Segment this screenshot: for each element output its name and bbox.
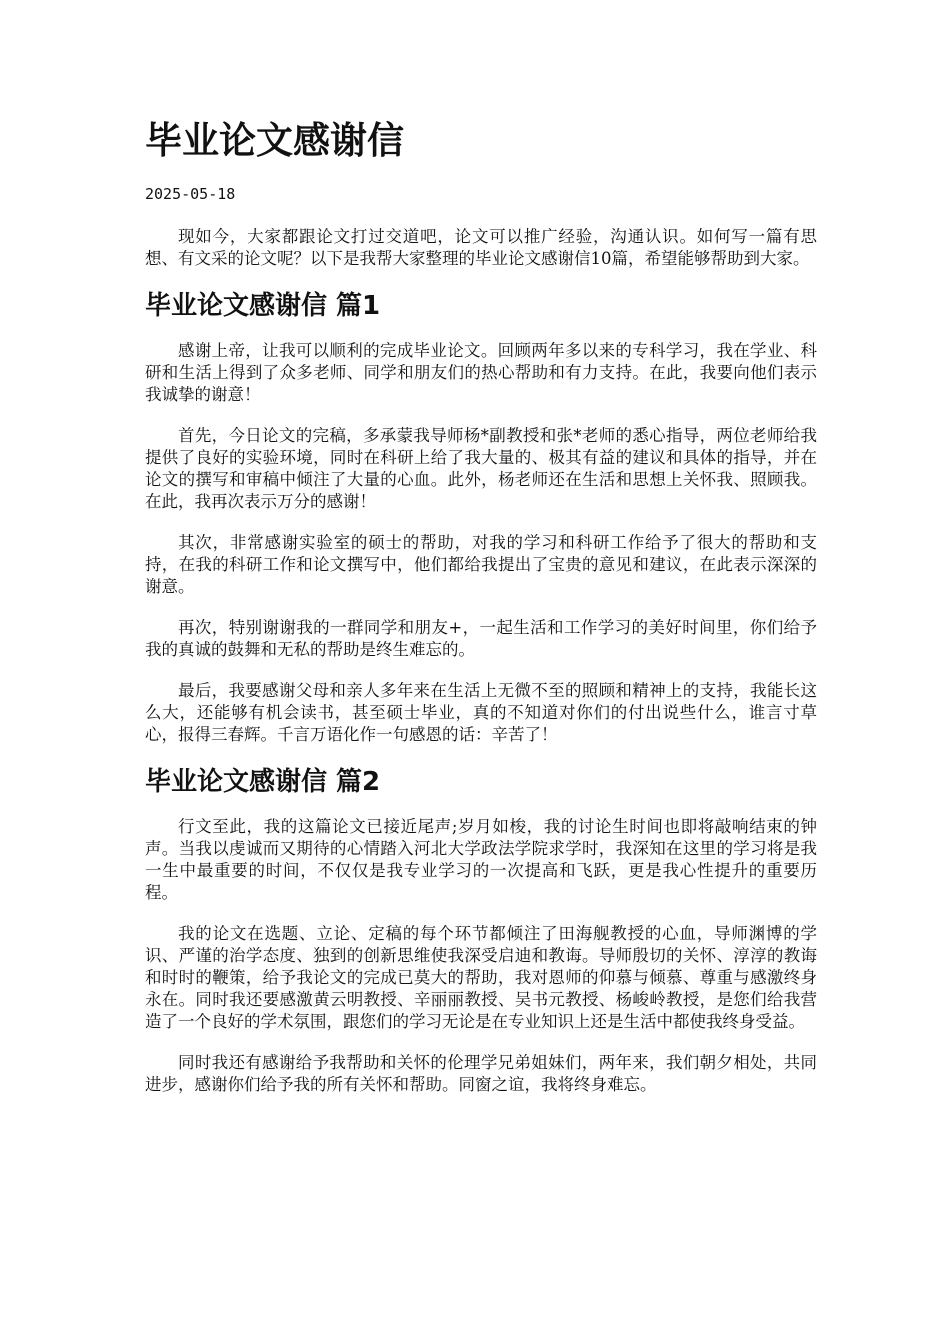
document-body [145, 226, 817, 1115]
body-paragraph: 最后，我要感谢父母和亲人多年来在生活上无微不至的照顾和精神上的支持，我能长这么大，还能够有机会读书，甚至硕士毕业，真的不知道对你们的付出说些什么，谁言寸草心，报得三春辉。千言万语化作一句感恩的话：辛苦了！ [145, 681, 817, 744]
body-paragraph: 同时我还有感谢给予我帮助和关怀的伦理学兄弟姐妹们，两年来，我们朝夕相处，共同进步，感谢你们给予我的所有关怀和帮助。同窗之谊，我将终身难忘。 [145, 1053, 817, 1094]
body-paragraph: 首先，今日论文的完稿，多承蒙我导师杨*副教授和张*老师的悉心指导，两位老师给我提供了良好的实验环境，同时在科研上给了我大量的、极其有益的建议和具体的指导，并在论文的撰写和审稿中倾注了大量的心血。此外，杨老师还在生活和思想上关怀我、照顾我。在此，我再次表示万分的感谢！ [145, 426, 817, 511]
document-title: 毕业论文感谢信 [145, 119, 404, 162]
body-paragraph: 行文至此，我的这篇论文已接近尾声;岁月如梭，我的讨论生时间也即将敲响结束的钟声。当我以虔诚而又期待的心情踏入河北大学政法学院求学时，我深知在这里的学习将是我一生中最重要的时间，不仅仅是我专业学习的一次提高和飞跃，更是我心性提升的重要历程。 [145, 817, 817, 902]
section-2 [145, 765, 817, 1096]
document-date: 2025-05-18 [145, 185, 236, 203]
intro-paragraph: 现如今，大家都跟论文打过交道吧，论文可以推广经验，沟通认识。如何写一篇有思想、有文采的论文呢？以下是我帮大家整理的毕业论文感谢信10篇，希望能够帮助到大家。 [145, 227, 817, 268]
body-paragraph: 感谢上帝，让我可以顺利的完成毕业论文。回顾两年多以来的专科学习，我在学业、科研和生活上得到了众多老师、同学和朋友们的热心帮助和有力支持。在此，我要向他们表示我诚挚的谢意！ [145, 341, 817, 404]
body-paragraph: 其次，非常感谢实验室的硕士的帮助，对我的学习和科研工作给予了很大的帮助和支持，在我的科研工作和论文撰写中，他们都给我提出了宝贵的意见和建议，在此表示深深的谢意。 [145, 533, 817, 596]
body-paragraph: 我的论文在选题、立论、定稿的每个环节都倾注了田海舰教授的心血，导师渊博的学识、严谨的治学态度、独到的创新思维使我深受启迪和教诲。导师殷切的关怀、淳淳的教诲和时时的鞭策，给予我论文的完成已莫大的帮助，我对恩师的仰慕与倾慕、尊重与感激终身永在。同时我还要感激黄云明教授、辛丽丽教授、吴书元教授、杨峻岭教授，是您们给我营造了一个良好的学术氛围，跟您们的学习无论是在专业知识上还是生活中都使我终身受益。 [145, 924, 817, 1031]
section-heading: 毕业论文感谢信 篇1 [145, 291, 381, 321]
body-paragraph: 再次，特别谢谢我的一群同学和朋友+，一起生活和工作学习的美好时间里，你们给予我的真诚的鼓舞和无私的帮助是终生难忘的。 [145, 618, 817, 659]
section-heading: 毕业论文感谢信 篇2 [145, 767, 381, 797]
section-1 [145, 289, 817, 746]
